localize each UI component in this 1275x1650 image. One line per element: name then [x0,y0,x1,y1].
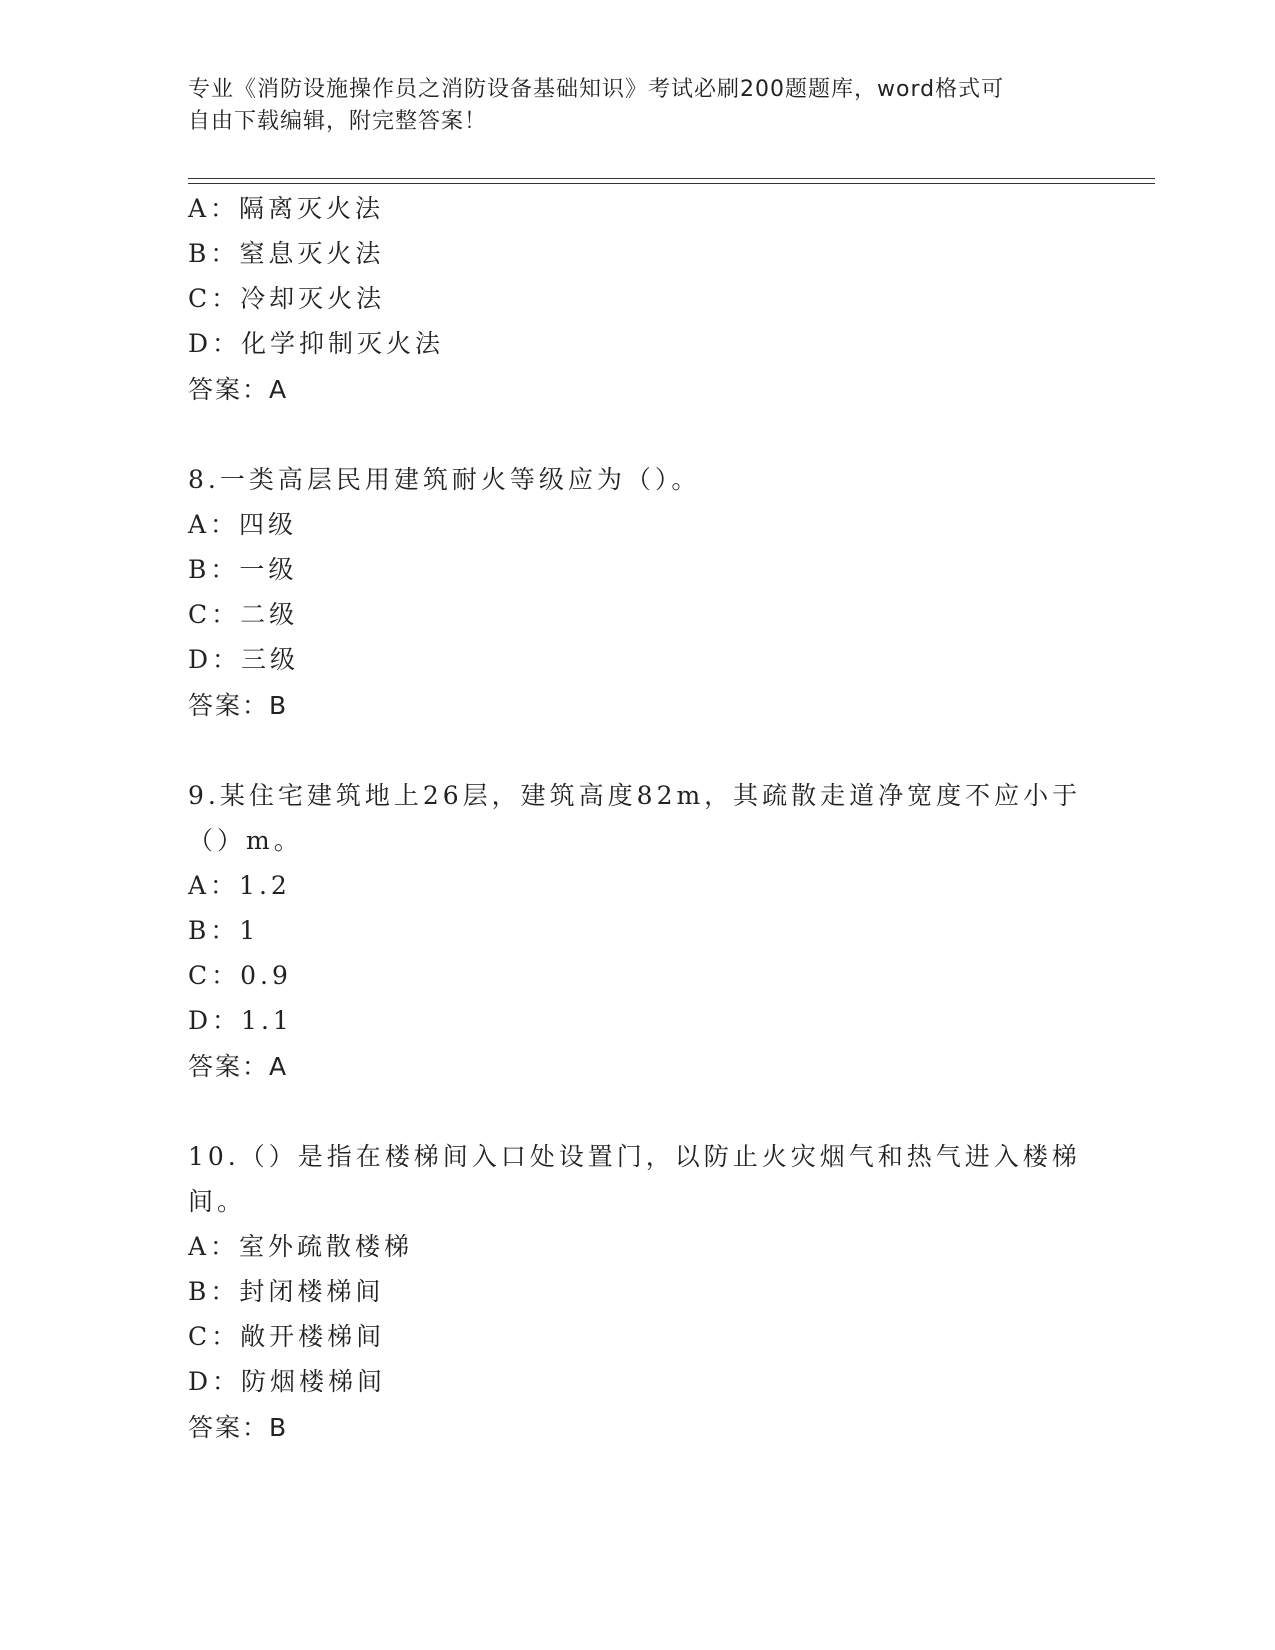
q10-answer: 答案：B [188,1413,289,1442]
q10-option-b: B：封闭楼梯间 [188,1277,385,1306]
q7-option-b: B：窒息灭火法 [188,239,385,268]
q9-answer: 答案：A [188,1052,289,1081]
q9-option-d: D：1.1 [188,1006,293,1035]
q8-option-b: B：一级 [188,555,298,584]
q8-option-d: D：三级 [188,645,300,674]
q8-answer: 答案：B [188,691,289,720]
q9-stem-line-1: 9.某住宅建筑地上26层，建筑高度82m，其疏散走道净宽度不应小于 [188,781,1082,810]
document-header [188,74,1088,138]
q9-option-c: C：0.9 [188,961,292,990]
q8-option-a: A：四级 [188,510,298,539]
header-line-2: 自由下载编辑，附完整答案！ [188,109,488,134]
q7-answer: 答案：A [188,375,289,404]
q8-option-c: C：二级 [188,600,299,629]
q7-option-d: D：化学抑制灭火法 [188,329,445,358]
q10-stem-line-1: 10.（）是指在楼梯间入口处设置门，以防止火灾烟气和热气进入楼梯 [188,1142,1081,1171]
q10-option-d: D：防烟楼梯间 [188,1367,387,1396]
q9-stem-line-2: （）m。 [188,826,303,855]
q10-stem-line-2: 间。 [188,1187,247,1216]
q10-option-c: C：敞开楼梯间 [188,1322,386,1351]
q10-option-a: A：室外疏散楼梯 [188,1232,414,1261]
q9-option-a: A：1.2 [188,871,291,900]
q7-option-c: C：冷却灭火法 [188,284,386,313]
header-line-1: 专业《消防设施操作员之消防设备基础知识》考试必刷200题题库，word格式可 [188,77,1005,102]
q7-option-a: A：隔离灭火法 [188,194,385,223]
header-divider-bottom [188,183,1155,184]
header-divider-top [188,178,1155,179]
q8-stem: 8.一类高层民用建筑耐火等级应为（）。 [188,465,701,494]
q9-option-b: B：1 [188,916,260,945]
